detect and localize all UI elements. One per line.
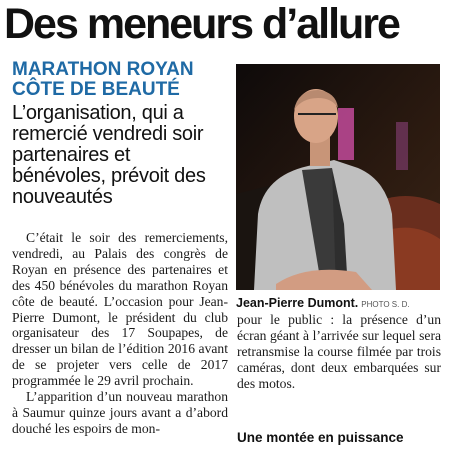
portrait-photo (236, 64, 440, 290)
body-paragraph-2: L’apparition d’un nouveau marathon à Saumur quinze jours avant a d’abord douché les espoirs de mon- (12, 389, 228, 436)
deck: L’organisation, qui a remercié vendredi soir partenaires et bénévoles, prévoit des nouveautés (12, 102, 206, 208)
portrait-illustration (236, 64, 440, 290)
body-column-right (237, 312, 441, 392)
kicker-line-2: CÔTE DE BEAUTÉ (12, 79, 180, 100)
caption-name: Jean-Pierre Dumont. (236, 296, 359, 310)
kicker-line-1: MARATHON ROYAN (12, 59, 194, 80)
body-paragraph-1: C’était le soir des remerciements, vendredi, au Palais des congrès de Royan en présence des partenaires et des 450 bénévoles du marathon Royan côte de beauté. L’occasion pour Jean-Pierre Dumont, le président du club organisateur des 17 Soupapes, de dresser un bilan de l’édition 2016 avant de se projeter vers celle de 2017 programmée le 29 avril prochain. (12, 230, 228, 389)
photo-credit: PHOTO S. D. (361, 300, 410, 309)
photo-caption (236, 296, 450, 310)
body-column-left (12, 230, 228, 437)
subhead: Une montée en puissance (237, 430, 404, 445)
kicker (12, 60, 227, 100)
body-paragraph-right: pour le public : la présence d’un écran géant à l’arrivée sur lequel sera retransmise la course filmée par trois caméras, dont deux embarquées sur des motos. (237, 312, 441, 391)
headline: Des meneurs d’allure (4, 0, 399, 48)
